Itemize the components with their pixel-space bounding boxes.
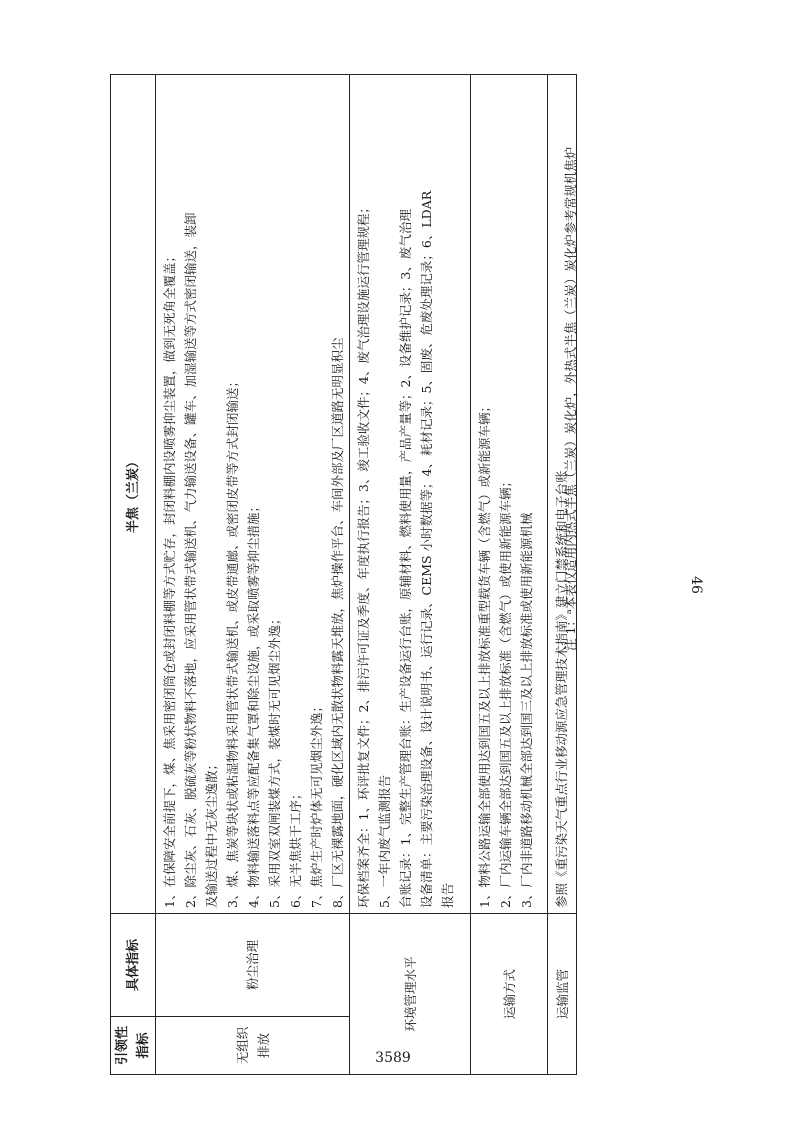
list-item: 及输送过程中无灰尘逸散； xyxy=(204,757,219,908)
cell-transport-supervision: 运输监管 xyxy=(548,914,577,1075)
list-item: 3、煤、焦炭等块状或粘湿物料采用管状带式输送机、或皮带通廊、或密闭皮带等方式封闭输送； xyxy=(225,375,240,908)
table-footnote: 注 1：ᵃ本表仅适用内热式半焦（兰炭）炭化炉，外热式半焦（兰炭）炭化炉参考常规机焦炉 xyxy=(563,146,578,651)
list-item: 5、采用双室双闸装煤方式，装煤时无可见烟尘外逸； xyxy=(267,612,282,908)
table-header-row xyxy=(111,75,156,1075)
list-item: 设备清单：主要污染治理设备、设计说明书、运行记录、CEMS 小时数据等；4、耗材记录；5、固废、危废处理记录；6、LDAR xyxy=(419,190,434,908)
list-item: 3、厂内非道路移动机械全部达到国三及以上排放标准或使用新能源机械 xyxy=(519,512,534,908)
list-item: 5、一年内废气监测报告 xyxy=(377,775,392,908)
header-lead-indicator: 引领性指标 xyxy=(111,1017,156,1075)
cell-transport-requirements xyxy=(471,75,548,914)
list-item: 6、无半焦烘干工序； xyxy=(288,787,303,908)
cell-dust-control: 粉尘治理 xyxy=(156,914,350,1017)
rotated-page-content xyxy=(110,75,590,1075)
cell-supervision-requirements: 参照《重污染天气重点行业移动源应急管理技术指南》建立门禁系统和电子台账 xyxy=(548,75,577,914)
list-item: 环保档案齐全：1、环评批复文件；2、排污许可证及季度、年度执行报告；3、竣工验收文件；4、废气治理设施运行管理规程； xyxy=(356,201,371,908)
list-item: 1、在保障安全前提下，煤、焦采用密闭筒仓或封闭料棚等方式贮存，封闭料棚内设喷雾抑尘装置，做到无死角全覆盖； xyxy=(162,250,177,908)
list-item: 2、厂内运输车辆全部达到国五及以上排放标准（含燃气）或使用新能源车辆； xyxy=(498,475,513,908)
list-item: 2、除尘灰、石灰、脱硫灰等粉状物料不落地，应采用管状带式输送机、气力输送设备、罐车、加湿输送等方式密闭输送，装卸 xyxy=(183,212,198,908)
cell-transport-mode: 运输方式 xyxy=(471,914,548,1075)
list-item: 1、物料公路运输全部使用达到国五及以上排放标准重型载货车辆（含燃气）或新能源车辆； xyxy=(477,400,492,908)
cell-env-requirements xyxy=(350,75,471,914)
list-item: 4、物料输送落料点等应配备集气罩和除尘设施，或采取喷雾等抑尘措施； xyxy=(246,500,261,908)
header-semi-coke: 半焦（兰炭） xyxy=(111,75,156,914)
list-item: 8、厂区无裸露地面，硬化区域内无散状物料露天堆放，焦炉操作平台、车间外部及厂区道路无明显积尘 xyxy=(330,337,345,908)
page-number-bottom: 3589 xyxy=(375,1050,411,1066)
table-row xyxy=(350,75,471,1075)
list-item: 台账记录：1、完整生产管理台账：生产设备运行台账，原辅材料、燃料使用量，产品产量等；2、设备维护记录；3、废气治理 xyxy=(398,209,413,908)
cell-env-management: 环境管理水平 xyxy=(350,914,471,1075)
cell-unorganized-emission: 无组织排放 xyxy=(156,1017,350,1075)
page-number-side: 46 xyxy=(688,576,704,594)
header-specific-indicator: 具体指标 xyxy=(111,914,156,1017)
cell-dust-requirements xyxy=(156,75,350,914)
list-item: 7、焦炉生产时炉体无可见烟尘外逸； xyxy=(309,700,324,908)
indicator-table xyxy=(110,74,577,1075)
list-item: 报告 xyxy=(440,882,455,908)
table-row xyxy=(156,75,350,1075)
table-row xyxy=(471,75,548,1075)
